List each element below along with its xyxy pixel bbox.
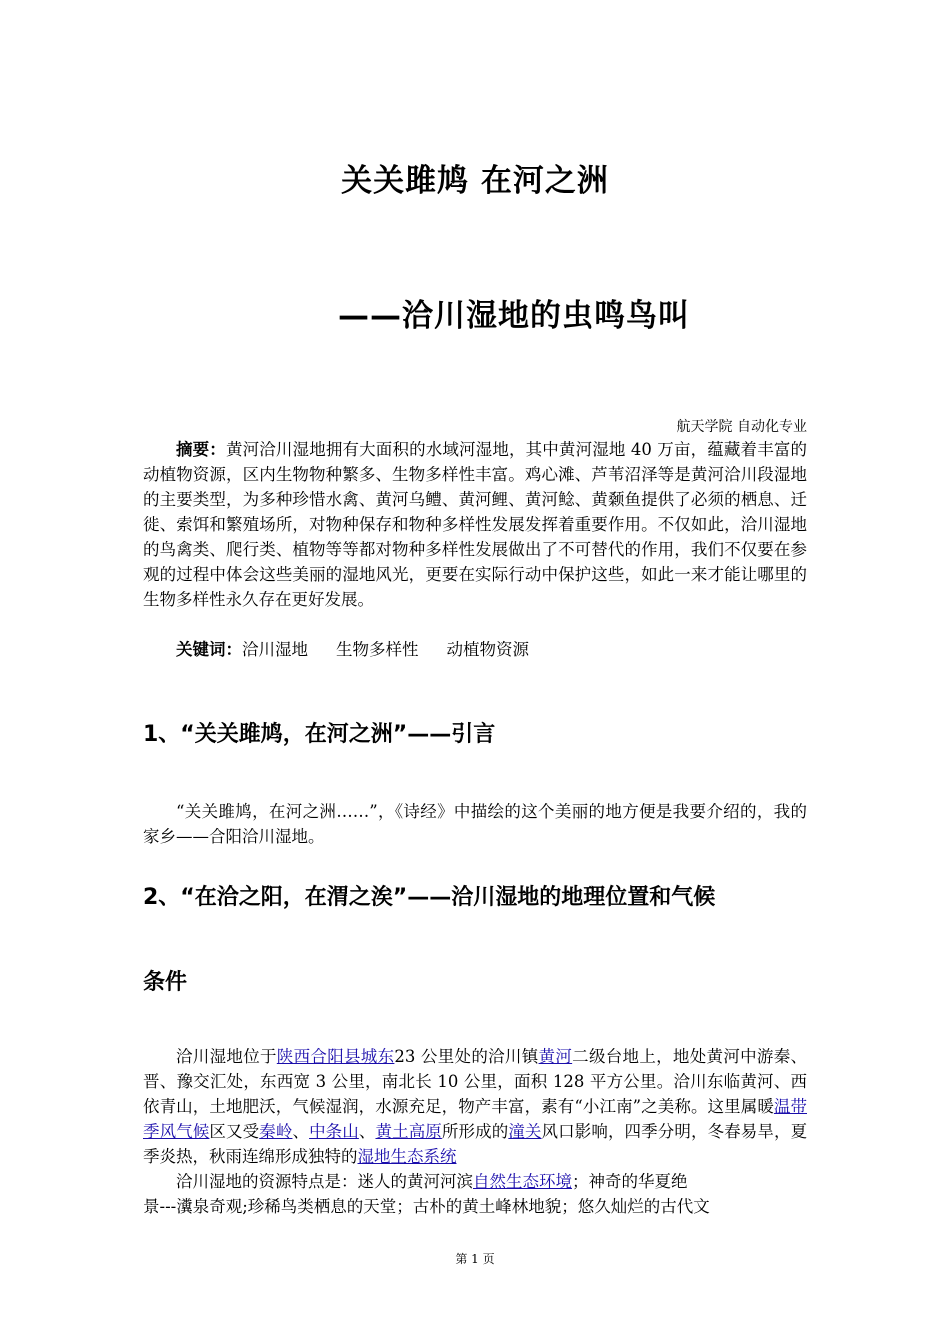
page-subtitle: ——洽川湿地的虫鸣鸟叫 [338, 298, 690, 334]
abstract-label: 摘要： [176, 440, 226, 459]
link-zhongtiao-mountain[interactable]: 中条山 [309, 1122, 359, 1141]
link-wetland-ecosystem[interactable]: 湿地生态系统 [357, 1147, 457, 1166]
section-2-paragraph-2: 洽川湿地的资源特点是：迷人的黄河河滨自然生态环境；神奇的华夏绝 [176, 1172, 688, 1191]
link-tongguan[interactable]: 潼关 [508, 1122, 542, 1141]
link-natural-ecology[interactable]: 自然生态环境 [473, 1172, 572, 1191]
keyword-item: 生物多样性 [336, 640, 419, 659]
abstract-text: 黄河洽川湿地拥有大面积的水域河湿地，其中黄河湿地 40 万亩，蕴藏着丰富的动植物资源，区内生物物种繁多、生物多样性丰富。鸡心滩、芦苇沼泽等是黄河洽川段湿地的主要类型，为多种珍惜水禽、黄河乌鳢、黄河鲤、黄河鲶、黄颡鱼提供了必须的栖息、迁徙、索饵和繁殖场所，对物种保存和物种多样性发展发挥着重要作用。不仅如此，洽川湿地的鸟禽类、爬行类、植物等等都对物种多样性发展做出了不可替代的作用，我们不仅要在参观的过程中体会这些美丽的湿地风光，更要在实际行动中保护这些，如此一来才能让哪里的生物多样性永久存在更好发展。 [143, 440, 807, 609]
section-1-paragraph: “关关雎鸠，在河之洲……”，《诗经》中描绘的这个美丽的地方便是我要介绍的，我的家乡——合阳洽川湿地。 [143, 802, 807, 846]
section-2-paragraph-2-line-2: 景---瀵泉奇观;珍稀鸟类栖息的天堂；古朴的黄土峰林地貌；悠久灿烂的古代文 [143, 1197, 710, 1216]
section-2-paragraph-1: 洽川湿地位于陕西合阳县城东23 公里处的洽川镇黄河二级台地上，地处黄河中游秦、晋、豫交汇处，东西宽 3 公里，南北长 10 公里，面积 128 平方公里。洽川东临黄河、西依青山，土地肥沃，气候湿润，水源充足，物产丰富，素有“小江南”之美称。这里属暖温带季风气候区又受秦岭、中条山、黄土高原所形成的潼关风口影响，四季分明，冬春易旱，夏季炎热，秋雨连绵形成独特的湿地生态系统 [143, 1047, 808, 1166]
link-temperate-monsoon-climate[interactable]: 温带季风气候 [143, 1097, 807, 1141]
keyword-item: 动植物资源 [446, 640, 529, 659]
keywords-line [143, 637, 807, 662]
link-yellow-river[interactable]: 黄河 [538, 1047, 573, 1066]
section-2-heading-continued: 条件 [143, 970, 188, 995]
link-loess-plateau[interactable]: 黄土高原 [375, 1122, 442, 1141]
author-affiliation: 航天学院 自动化专业 [676, 419, 807, 435]
link-qinling[interactable]: 秦岭 [259, 1122, 293, 1141]
section-2-heading: 2、“在洽之阳，在渭之涘”——洽川湿地的地理位置和气候 [143, 885, 716, 910]
page-title: 关关雎鸠 在河之洲 [341, 163, 609, 199]
link-shaanxi-heyang[interactable]: 陕西合阳县城东 [276, 1047, 395, 1066]
keyword-item: 洽川湿地 [242, 640, 308, 659]
page-number: 第 1 页 [455, 1252, 495, 1266]
abstract-paragraph [143, 437, 807, 612]
keywords-label: 关键词： [176, 640, 242, 659]
section-1-heading: 1、“关关雎鸠，在河之洲”——引言 [143, 722, 496, 747]
